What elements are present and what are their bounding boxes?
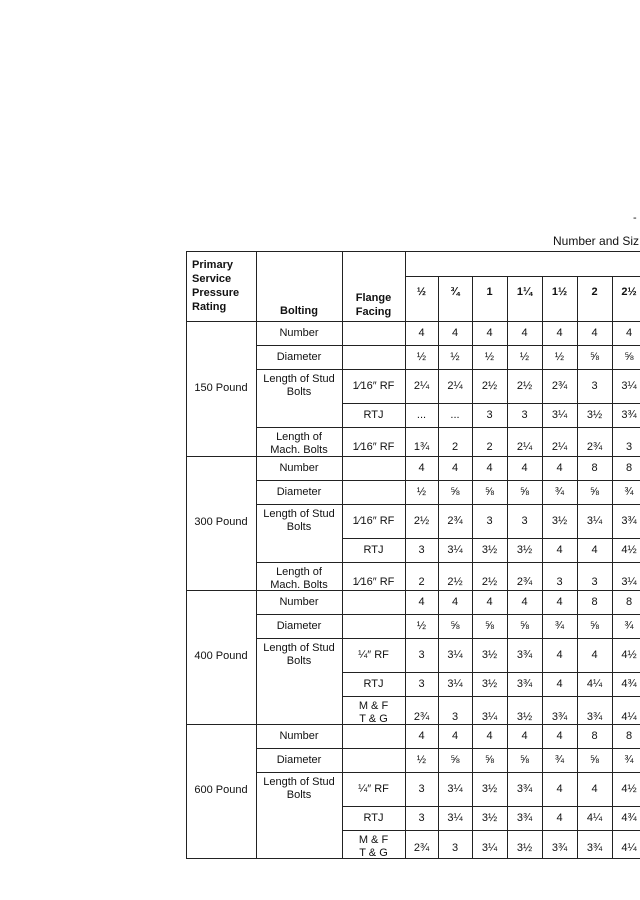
row-separator bbox=[342, 538, 640, 539]
size-value-cell: 2¼ bbox=[551, 440, 568, 453]
caption-tick: - bbox=[633, 212, 637, 224]
size-value-cell: 3½ bbox=[481, 648, 498, 661]
size-value-cell: 3¼ bbox=[447, 677, 463, 690]
size-value-cell: 2¼ bbox=[516, 440, 533, 453]
size-value-cell: 3½ bbox=[481, 782, 498, 795]
row-separator bbox=[256, 562, 640, 563]
size-value-cell: 4 bbox=[451, 461, 459, 474]
size-value-cell: 4 bbox=[451, 326, 459, 339]
row-separator bbox=[256, 614, 640, 615]
size-value-cell: 3¼ bbox=[447, 543, 463, 556]
bolting-label: Diameter bbox=[276, 619, 322, 632]
flange-facing-label: 1⁄16″ RF bbox=[352, 379, 395, 392]
bolting-label: Number bbox=[279, 461, 319, 474]
flange-facing-label: RTJ bbox=[363, 543, 384, 556]
size-value-cell: 3 bbox=[521, 408, 528, 421]
rating-label: 150 Pound bbox=[194, 381, 248, 394]
size-value-cell: 2¾ bbox=[551, 379, 568, 392]
number-and-size-caption: Number and Siz bbox=[553, 234, 640, 248]
size-value-cell: 3 bbox=[418, 648, 425, 661]
size-value-cell: 3¼ bbox=[586, 514, 603, 527]
size-value-cell: 2¼ bbox=[413, 379, 430, 392]
size-value-cell: 3¼ bbox=[551, 408, 568, 421]
group-separator bbox=[186, 456, 640, 457]
row-separator bbox=[256, 772, 640, 773]
flange-facing-label: ¼″ RF bbox=[358, 782, 389, 795]
group-separator bbox=[186, 590, 640, 591]
flange-facing-label: ¼″ RF bbox=[358, 648, 389, 661]
size-value-cell: 3 bbox=[556, 575, 563, 588]
size-value-cell: 4 bbox=[486, 326, 493, 339]
size-value-cell: ⅝ bbox=[589, 753, 600, 766]
row-separator bbox=[256, 427, 640, 428]
row-separator bbox=[256, 480, 640, 481]
size-value-cell: 3¾ bbox=[586, 710, 603, 723]
row-separator bbox=[256, 345, 640, 346]
size-value-cell: ⅝ bbox=[450, 753, 460, 766]
size-value-cell: 4 bbox=[556, 543, 563, 556]
size-value-cell: 3¼ bbox=[447, 811, 463, 824]
size-value-cell: 4 bbox=[521, 461, 528, 474]
size-value-cell: 8 bbox=[591, 595, 598, 608]
size-value-cell: 4 bbox=[556, 461, 563, 474]
flange-facing-label: M & F T & G bbox=[358, 700, 389, 725]
size-value-cell: 4 bbox=[451, 729, 459, 742]
size-value-cell: 8 bbox=[625, 461, 633, 474]
rating-label: 400 Pound bbox=[194, 650, 248, 662]
size-value-cell: 2½ bbox=[481, 575, 498, 588]
header-size-0: ½ bbox=[416, 286, 427, 298]
size-value-cell: ⅝ bbox=[450, 619, 460, 632]
size-value-cell: 3¼ bbox=[621, 575, 637, 588]
bolting-label: Diameter bbox=[276, 485, 322, 498]
size-value-cell: 3¾ bbox=[621, 514, 637, 527]
row-separator bbox=[342, 806, 640, 807]
bolting-table bbox=[186, 251, 640, 859]
size-value-cell: ½ bbox=[416, 485, 427, 498]
size-value-cell: 4½ bbox=[621, 543, 637, 556]
row-separator bbox=[256, 369, 640, 370]
size-value-cell: ½ bbox=[450, 350, 460, 363]
size-value-cell: 2¾ bbox=[413, 710, 430, 723]
size-value-cell: 3 bbox=[486, 514, 493, 527]
header-size-2: 1 bbox=[486, 286, 493, 298]
size-value-cell: 4 bbox=[418, 729, 425, 742]
size-value-cell: ... bbox=[450, 408, 460, 421]
size-value-cell: 1¾ bbox=[413, 440, 430, 453]
size-value-cell: 3¼ bbox=[481, 841, 498, 854]
size-value-cell: 4 bbox=[625, 326, 633, 339]
size-value-cell: ¾ bbox=[554, 485, 565, 498]
size-value-cell: 4 bbox=[486, 729, 493, 742]
size-value-cell: 8 bbox=[591, 729, 598, 742]
size-value-cell: 3 bbox=[521, 514, 528, 527]
size-value-cell: ½ bbox=[416, 753, 427, 766]
size-value-cell: 4 bbox=[591, 326, 598, 339]
bolting-label: Number bbox=[279, 729, 319, 742]
size-value-cell: ½ bbox=[519, 350, 530, 363]
size-value-cell: ¾ bbox=[624, 619, 634, 632]
bolting-label: Number bbox=[279, 595, 319, 608]
header-flange-facing: Flange Facing bbox=[355, 292, 392, 318]
size-value-cell: 4 bbox=[556, 648, 563, 661]
size-value-cell: 2½ bbox=[481, 379, 498, 392]
header-size-5: 2 bbox=[591, 286, 598, 298]
size-value-cell: 4 bbox=[521, 326, 528, 339]
size-value-cell: 3 bbox=[418, 677, 425, 690]
size-value-cell: 3¾ bbox=[621, 408, 637, 421]
header-size-4: 1½ bbox=[551, 286, 568, 298]
size-value-cell: ½ bbox=[554, 350, 565, 363]
size-value-cell: 4¼ bbox=[586, 811, 603, 824]
size-value-cell: 3½ bbox=[551, 514, 568, 527]
size-value-cell: 8 bbox=[591, 461, 598, 474]
size-value-cell: 4½ bbox=[621, 648, 637, 661]
size-value-cell: 4 bbox=[591, 543, 598, 556]
size-value-cell: 4 bbox=[418, 461, 425, 474]
size-value-cell: 4¼ bbox=[586, 677, 603, 690]
size-value-cell: 4¼ bbox=[621, 841, 637, 854]
header-bottom-line bbox=[186, 321, 640, 322]
flange-facing-label: RTJ bbox=[363, 408, 384, 421]
size-value-cell: 3¾ bbox=[586, 841, 603, 854]
header-size-1: ¾ bbox=[450, 286, 460, 298]
size-value-cell: 4¾ bbox=[621, 811, 637, 824]
size-value-cell: 3¼ bbox=[481, 710, 498, 723]
size-value-cell: 3¼ bbox=[447, 648, 463, 661]
size-value-cell: 2 bbox=[451, 440, 459, 453]
table-bottom-border bbox=[186, 858, 640, 859]
size-value-cell: 3½ bbox=[516, 710, 533, 723]
size-value-cell: 4 bbox=[556, 595, 563, 608]
size-value-cell: 2½ bbox=[413, 514, 430, 527]
flange-facing-label: 1⁄16″ RF bbox=[352, 575, 395, 588]
size-value-cell: 3½ bbox=[481, 677, 498, 690]
header-sep-line bbox=[405, 276, 640, 277]
size-value-cell: ... bbox=[416, 408, 427, 421]
size-value-cell: ½ bbox=[484, 350, 495, 363]
size-value-cell: 2¼ bbox=[447, 379, 463, 392]
size-value-cell: 3¾ bbox=[516, 782, 533, 795]
size-value-cell: 3½ bbox=[516, 543, 533, 556]
col-sep-rating bbox=[256, 251, 257, 858]
size-value-cell: 3 bbox=[591, 575, 598, 588]
size-value-cell: 3 bbox=[418, 782, 425, 795]
size-value-cell: 4 bbox=[591, 782, 598, 795]
flange-facing-label: 1⁄16″ RF bbox=[352, 440, 395, 453]
size-value-cell: 3¾ bbox=[551, 710, 568, 723]
size-value-cell: ¾ bbox=[624, 753, 634, 766]
size-value-cell: ½ bbox=[416, 619, 427, 632]
size-value-cell: ¾ bbox=[554, 619, 565, 632]
size-value-cell: 3 bbox=[418, 543, 425, 556]
size-value-cell: ⅝ bbox=[484, 753, 495, 766]
size-value-cell: 2½ bbox=[447, 575, 463, 588]
size-value-cell: 3¾ bbox=[516, 677, 533, 690]
size-value-cell: ½ bbox=[416, 350, 427, 363]
header-size-6: 2½ bbox=[621, 286, 637, 298]
size-value-cell: ⅝ bbox=[450, 485, 460, 498]
size-value-cell: ⅝ bbox=[484, 619, 495, 632]
row-separator bbox=[256, 504, 640, 505]
row-separator bbox=[256, 748, 640, 749]
size-value-cell: 4 bbox=[556, 811, 563, 824]
size-value-cell: ⅝ bbox=[589, 619, 600, 632]
size-value-cell: 8 bbox=[625, 595, 633, 608]
size-value-cell: 3 bbox=[451, 841, 459, 854]
header-pressure-rating: Primary Service Pressure Rating bbox=[192, 259, 240, 313]
size-value-cell: 4 bbox=[451, 595, 459, 608]
size-value-cell: 4 bbox=[486, 461, 493, 474]
size-value-cell: 4 bbox=[591, 648, 598, 661]
size-value-cell: 4 bbox=[521, 729, 528, 742]
header-bolting: Bolting bbox=[280, 305, 318, 317]
size-value-cell: 3½ bbox=[481, 811, 498, 824]
flange-facing-label: M & F T & G bbox=[358, 834, 389, 859]
rating-label: 600 Pound bbox=[194, 784, 248, 796]
size-value-cell: 4 bbox=[418, 595, 425, 608]
size-value-cell: ⅝ bbox=[519, 619, 530, 632]
size-value-cell: 2 bbox=[486, 440, 493, 453]
size-value-cell: ¾ bbox=[554, 753, 565, 766]
size-value-cell: 4 bbox=[556, 782, 563, 795]
row-separator bbox=[342, 696, 640, 697]
size-value-cell: 4½ bbox=[621, 782, 637, 795]
row-separator bbox=[342, 672, 640, 673]
size-value-cell: ⅝ bbox=[519, 485, 530, 498]
header-size-3: 1¼ bbox=[516, 286, 533, 298]
size-value-cell: 3 bbox=[486, 408, 493, 421]
size-value-cell: 2¾ bbox=[413, 841, 430, 854]
size-value-cell: 2 bbox=[418, 575, 425, 588]
size-value-cell: ⅝ bbox=[624, 350, 634, 363]
size-value-cell: ⅝ bbox=[484, 485, 495, 498]
bolting-label: Diameter bbox=[276, 350, 322, 363]
bolting-label: Length of Stud Bolts bbox=[263, 373, 335, 398]
row-separator bbox=[342, 830, 640, 831]
bolting-label: Number bbox=[279, 326, 319, 339]
size-value-cell: 4 bbox=[556, 677, 563, 690]
size-value-cell: 4 bbox=[486, 595, 493, 608]
bolting-label: Length of Stud Bolts bbox=[263, 508, 335, 533]
bolting-label: Length of Mach. Bolts bbox=[270, 566, 328, 591]
size-value-cell: 3½ bbox=[481, 543, 498, 556]
size-value-cell: 4¾ bbox=[621, 677, 637, 690]
flange-facing-label: RTJ bbox=[363, 811, 384, 824]
flange-facing-label: RTJ bbox=[363, 677, 384, 690]
size-value-cell: 2¾ bbox=[586, 440, 603, 453]
flange-facing-label: 1⁄16″ RF bbox=[352, 514, 395, 527]
size-value-cell: 4 bbox=[556, 729, 563, 742]
row-separator bbox=[256, 638, 640, 639]
size-value-cell: 4 bbox=[521, 595, 528, 608]
size-value-cell: 2½ bbox=[516, 379, 533, 392]
bolting-label: Length of Mach. Bolts bbox=[270, 431, 328, 456]
size-value-cell: 4¼ bbox=[621, 710, 637, 723]
size-value-cell: 2¾ bbox=[447, 514, 463, 527]
size-value-cell: 3½ bbox=[516, 841, 533, 854]
bolting-label: Length of Stud Bolts bbox=[263, 642, 335, 667]
size-value-cell: 3¾ bbox=[516, 811, 533, 824]
size-value-cell: 3 bbox=[418, 811, 425, 824]
size-value-cell: 3 bbox=[451, 710, 459, 723]
size-value-cell: 3¾ bbox=[551, 841, 568, 854]
rating-label: 300 Pound bbox=[194, 516, 248, 528]
size-value-cell: 3¼ bbox=[621, 379, 637, 392]
size-value-cell: 3 bbox=[591, 379, 598, 392]
size-value-cell: 3¼ bbox=[447, 782, 463, 795]
bolting-label: Diameter bbox=[276, 753, 322, 766]
table-top-border bbox=[186, 251, 640, 252]
size-value-cell: 4 bbox=[556, 326, 563, 339]
row-separator bbox=[342, 403, 640, 404]
size-value-cell: ⅝ bbox=[589, 485, 600, 498]
group-separator bbox=[186, 724, 640, 725]
size-value-cell: 4 bbox=[418, 326, 425, 339]
table-left-border bbox=[186, 251, 187, 858]
size-value-cell: 8 bbox=[625, 729, 633, 742]
bolting-label: Length of Stud Bolts bbox=[263, 776, 335, 801]
size-value-cell: 2¾ bbox=[516, 575, 533, 588]
size-value-cell: ⅝ bbox=[519, 753, 530, 766]
size-value-cell: 3 bbox=[625, 440, 633, 453]
size-value-cell: 3½ bbox=[586, 408, 603, 421]
size-value-cell: ¾ bbox=[624, 485, 634, 498]
size-value-cell: 3¾ bbox=[516, 648, 533, 661]
size-value-cell: ⅝ bbox=[589, 350, 600, 363]
